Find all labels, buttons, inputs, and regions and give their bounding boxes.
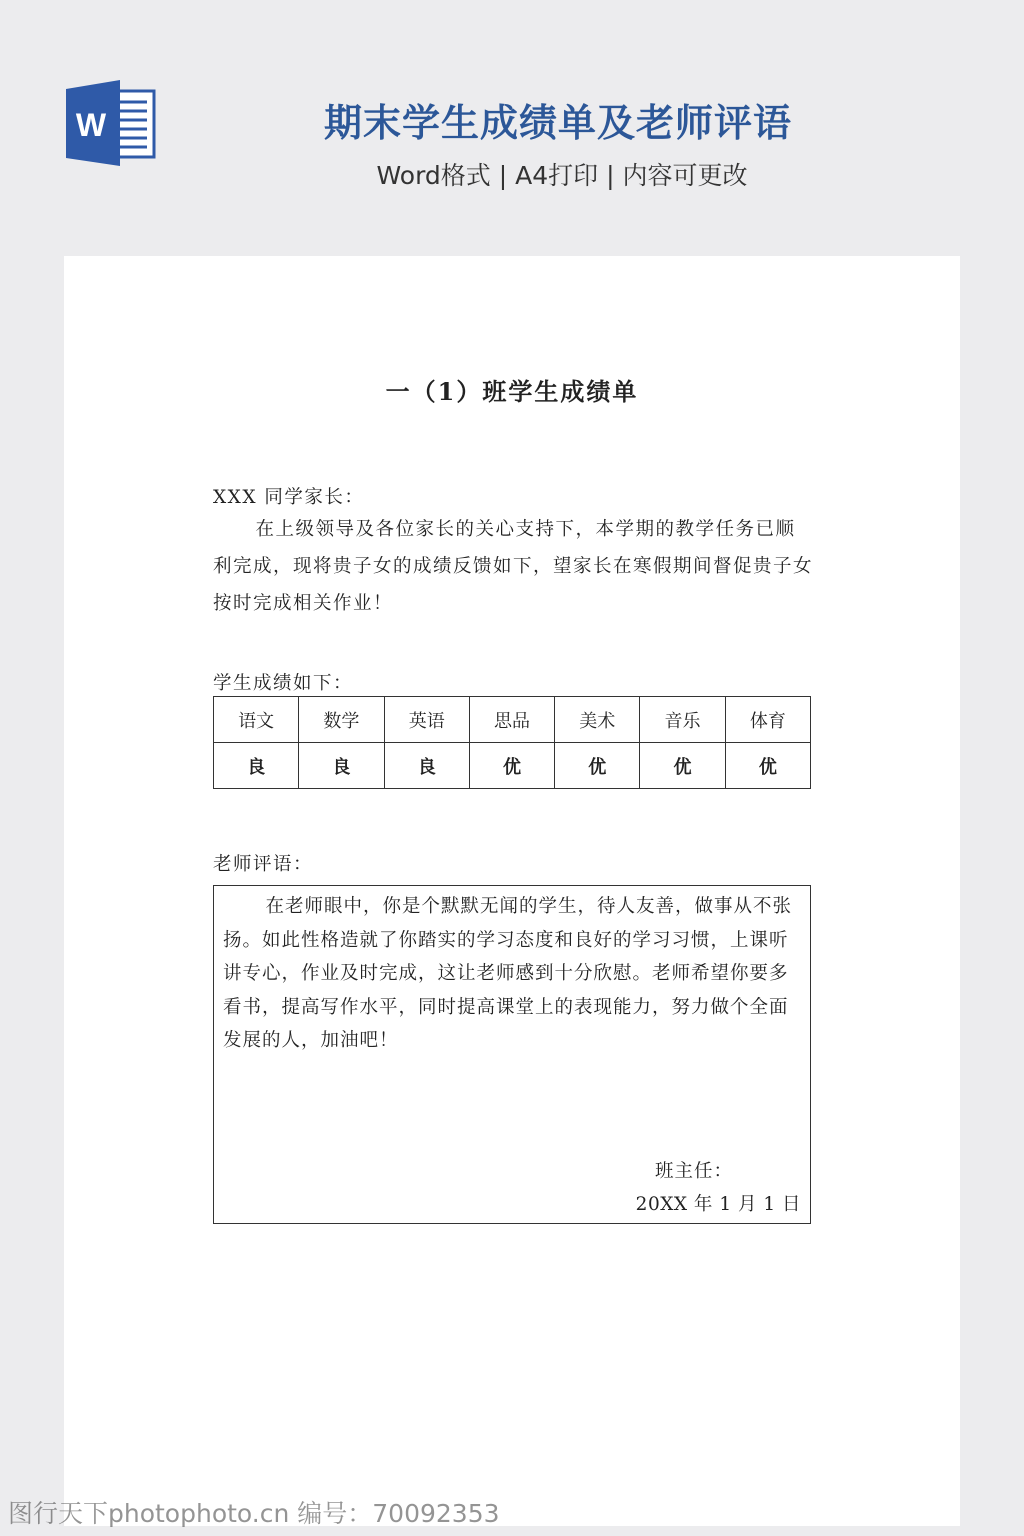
subject-cell: 英语 — [384, 697, 469, 743]
comment-label: 老师评语： — [213, 854, 314, 875]
banner-title: 期末学生成绩单及老师评语 — [323, 101, 792, 145]
subject-cell: 思品 — [469, 697, 554, 743]
subject-cell: 音乐 — [640, 697, 725, 743]
subject-cell: 语文 — [214, 697, 299, 743]
intro-paragraph: 在上级领导及各位家长的关心支持下，本学期的教学任务已顺利完成，现将贵子女的成绩反馈如下，望家长在寒假期间督促贵子女按时完成相关作业！ — [213, 519, 814, 614]
signature-date: 20XX 年 1 月 1 日 — [635, 1194, 801, 1215]
watermark: 图行天下photophoto.cn 编号：70092353 — [8, 1499, 500, 1528]
result-cell: 优 — [725, 743, 810, 789]
grades-table — [213, 696, 811, 789]
signature-label: 班主任： — [655, 1161, 734, 1182]
result-cell: 优 — [555, 743, 640, 789]
subject-cell: 美术 — [555, 697, 640, 743]
teacher-comment: 在老师眼中，你是个默默无闻的学生，待人友善，做事从不张扬。如此性格造就了你踏实的学习态度和良好的学习习惯，上课听讲专心，作业及时完成，这让老师感到十分欣慰。老师希望你要多看书，提高写作水平，同时提高课堂上的表现能力，努力做个全面发展的人，加油吧！ — [223, 896, 793, 1051]
result-cell: 优 — [640, 743, 725, 789]
greeting: XXX 同学家长： — [213, 487, 365, 508]
subjects-row — [214, 697, 811, 743]
comment-box — [213, 885, 811, 1224]
document-title: 一（1）班学生成绩单 — [385, 377, 639, 406]
svg-text:W: W — [75, 107, 107, 143]
result-cell: 良 — [384, 743, 469, 789]
grades-label: 学生成绩如下： — [213, 673, 354, 694]
banner-subtitle: Word格式 | A4打印 | 内容可更改 — [376, 161, 748, 190]
result-cell: 良 — [214, 743, 299, 789]
document-page — [64, 256, 960, 1526]
subject-cell: 数学 — [299, 697, 384, 743]
results-row — [214, 743, 811, 789]
result-cell: 优 — [469, 743, 554, 789]
result-cell: 良 — [299, 743, 384, 789]
subject-cell: 体育 — [725, 697, 810, 743]
